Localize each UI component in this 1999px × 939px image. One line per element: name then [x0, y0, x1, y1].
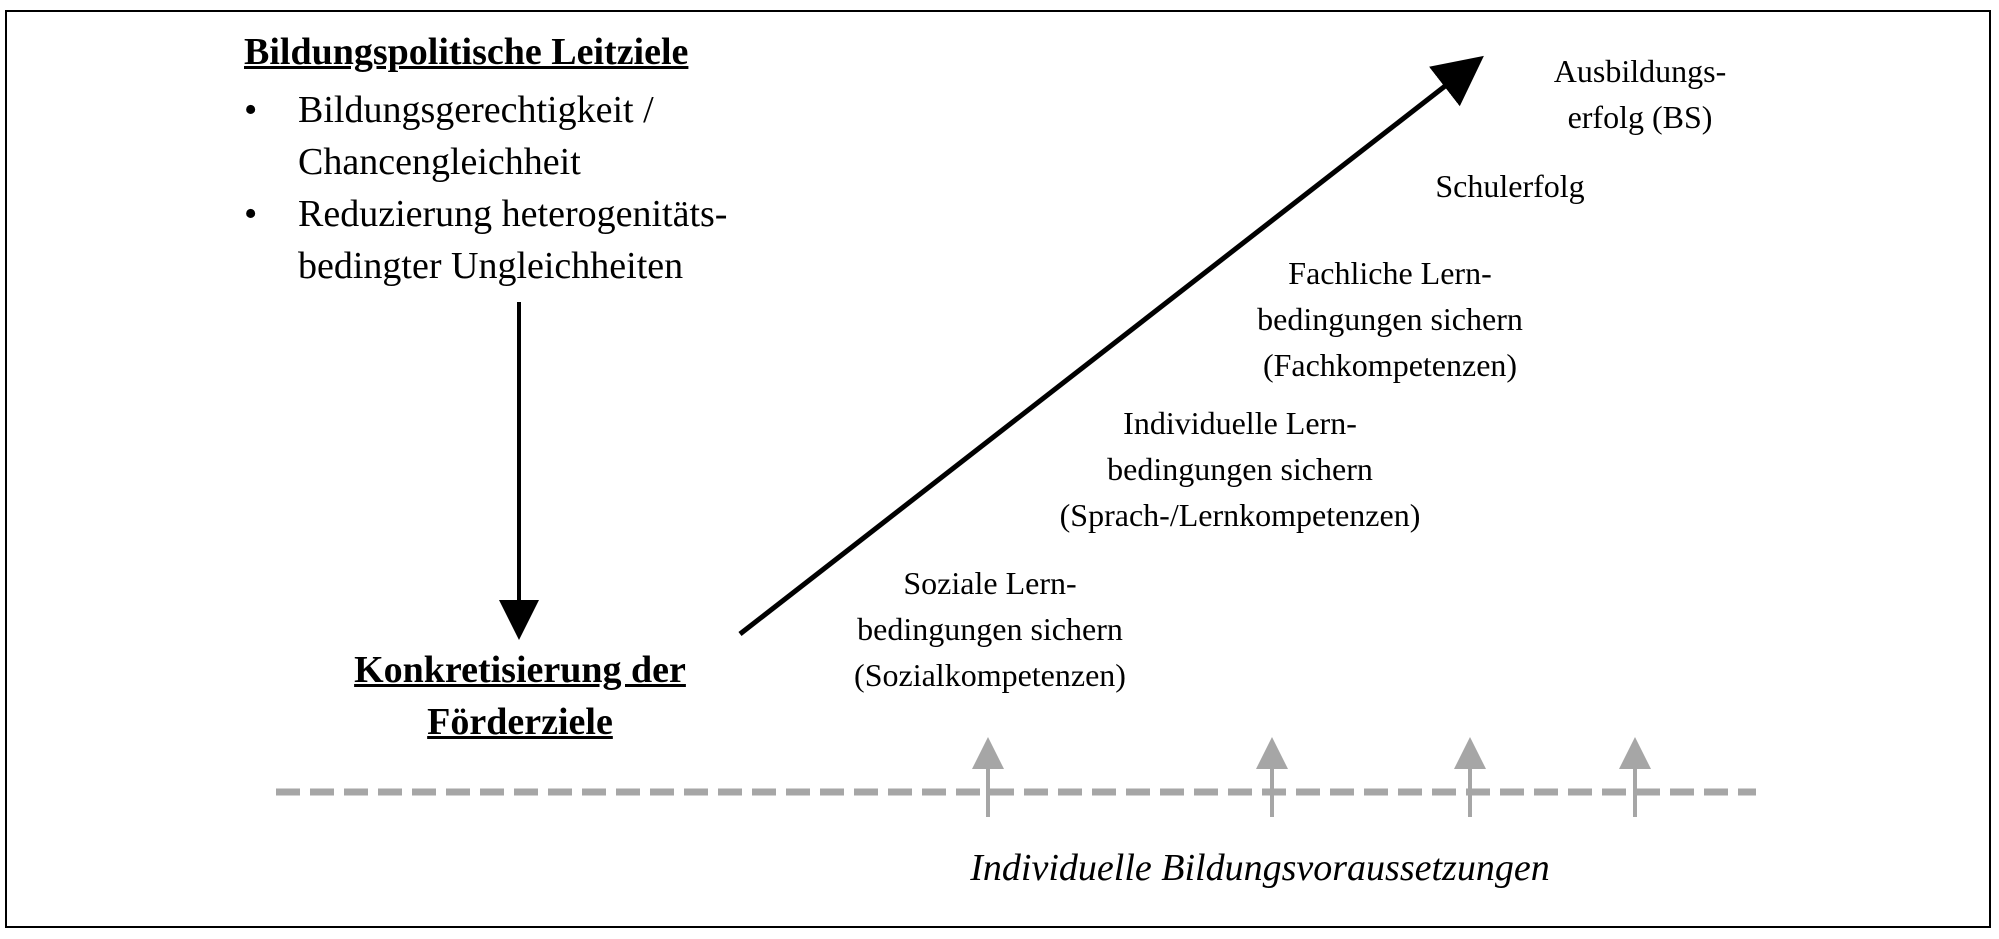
- step-training-success: Ausbildungs- erfolg (BS): [1553, 53, 1727, 135]
- target-goals-heading: [320, 644, 720, 748]
- policy-goals-list: [244, 84, 804, 292]
- baseline-label: Individuelle Bildungsvoraussetzungen: [970, 847, 1550, 889]
- target-line-1: Konkretisierung der: [354, 649, 686, 691]
- goal-item: • Reduzierung heterogenitäts-bedingter Ungleichheiten: [244, 188, 804, 292]
- target-line-2: Förderziele: [427, 701, 613, 743]
- step-individual: Individuelle Lern- bedingungen sichern (Sprach-/Lernkompetenzen): [1059, 405, 1421, 533]
- step-social: Soziale Lern- bedingungen sichern (Sozialkompetenzen): [854, 565, 1126, 693]
- step-school-success: Schulerfolg: [1435, 168, 1585, 204]
- goal-item: • Bildungsgerechtigkeit / Chancengleichheit: [244, 84, 804, 188]
- step-subject: Fachliche Lern- bedingungen sichern (Fachkompetenzen): [1257, 255, 1523, 383]
- policy-goals-heading: Bildungspolitische Leitziele: [244, 31, 689, 73]
